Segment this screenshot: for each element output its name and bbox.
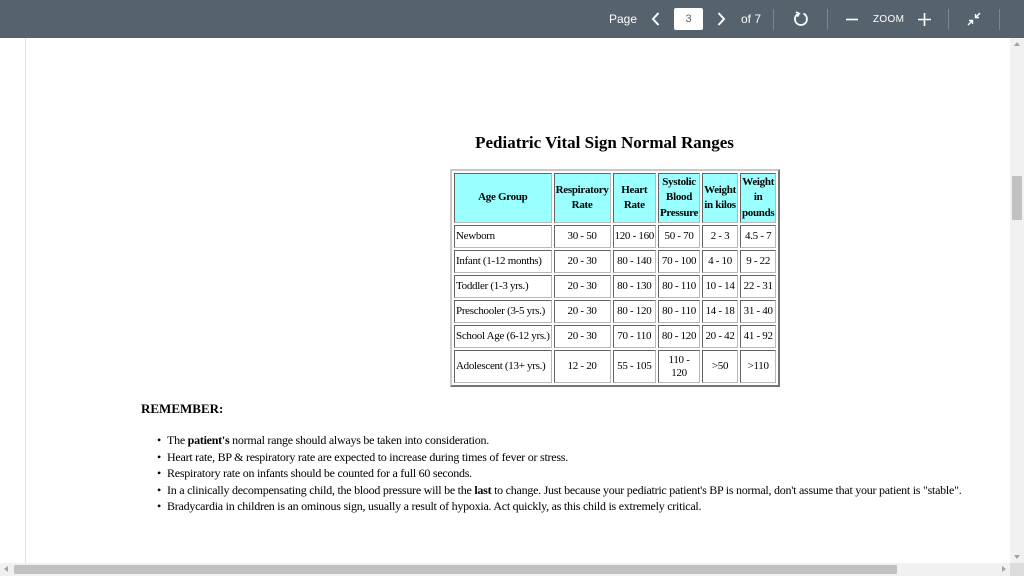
table-cell-age-group: Adolescent (13+ yrs.) [454, 350, 552, 383]
table-cell-weight-kilos: 4 - 10 [702, 250, 738, 273]
table-cell-age-group: Preschooler (3-5 yrs.) [454, 300, 552, 323]
table-cell-heart-rate: 80 - 120 [613, 300, 656, 323]
table-cell-age-group: Toddler (1-3 yrs.) [454, 275, 552, 298]
zoom-label: ZOOM [873, 13, 905, 25]
note-text: normal range should always be taken into consideration. [229, 433, 490, 447]
table-cell-weight-kilos: 20 - 42 [702, 325, 738, 348]
note-text: to change. Just because your pediatric patient's BP is normal, don't assume that your patient is "stable". [491, 482, 962, 497]
table-cell-weight-kilos: 2 - 3 [702, 225, 738, 248]
table-row [454, 275, 776, 298]
remember-notes-list [157, 432, 1007, 515]
table-cell-systolic-bp: 50 - 70 [658, 225, 700, 248]
table-cell-age-group: School Age (6-12 yrs.) [454, 325, 552, 348]
table-cell-weight-pounds: >110 [740, 350, 776, 383]
table-cell-systolic-bp: 80 - 110 [658, 300, 700, 323]
vertical-scrollbar[interactable] [1010, 38, 1024, 563]
column-header-systolic-bp: Systolic Blood Pressure [658, 173, 700, 223]
table-cell-respiratory-rate: 12 - 20 [554, 350, 611, 383]
table-cell-respiratory-rate: 20 - 30 [554, 275, 611, 298]
page-count: of 7 [741, 12, 762, 26]
note-text: The [167, 433, 188, 447]
plus-icon [918, 13, 931, 26]
toolbar-divider [948, 9, 949, 30]
collapse-icon [967, 12, 981, 26]
table-cell-weight-kilos: 14 - 18 [702, 300, 738, 323]
list-item [157, 482, 1007, 499]
table-cell-heart-rate: 120 - 160 [613, 225, 656, 248]
chevron-left-icon [651, 12, 660, 26]
toolbar-divider [773, 9, 774, 30]
toolbar-divider [827, 9, 828, 30]
scroll-right-arrow-icon[interactable] [1002, 566, 1006, 572]
column-header-weight-pounds: Weight in pounds [740, 173, 776, 223]
page-label: Page [609, 12, 638, 26]
table-cell-systolic-bp: 80 - 120 [658, 325, 700, 348]
table-row [454, 300, 776, 323]
horizontal-scrollbar[interactable] [0, 563, 1010, 576]
table-header-row [454, 173, 776, 223]
page-edge [25, 38, 26, 563]
table-row [454, 225, 776, 248]
list-item [157, 449, 1007, 466]
minus-icon [846, 13, 858, 25]
zoom-in-button[interactable] [918, 0, 931, 38]
table-cell-weight-pounds: 31 - 40 [740, 300, 776, 323]
list-item [157, 465, 1007, 482]
note-text: In a clinically decompensating child, the blood pressure will be the [167, 482, 475, 497]
horizontal-scrollbar-thumb[interactable] [14, 565, 897, 574]
rotate-icon [793, 11, 809, 27]
fit-page-button[interactable] [966, 0, 982, 38]
list-item [157, 498, 1007, 515]
table-cell-systolic-bp: 80 - 110 [658, 275, 700, 298]
vital-signs-table [450, 169, 780, 387]
table-cell-respiratory-rate: 20 - 30 [554, 300, 611, 323]
table-row [454, 350, 776, 383]
viewer-toolbar [0, 0, 1024, 38]
document-title: Pediatric Vital Sign Normal Ranges [475, 133, 734, 152]
page-number-input[interactable]: 3 [674, 8, 703, 30]
table-cell-weight-pounds: 9 - 22 [740, 250, 776, 273]
table-cell-weight-pounds: 41 - 92 [740, 325, 776, 348]
column-header-respiratory-rate: Respiratory Rate [554, 173, 611, 223]
table-cell-respiratory-rate: 20 - 30 [554, 325, 611, 348]
remember-heading: REMEMBER: [141, 401, 224, 416]
table-cell-weight-pounds: 22 - 31 [740, 275, 776, 298]
scroll-left-arrow-icon[interactable] [4, 566, 8, 572]
toolbar-divider [999, 9, 1000, 30]
scroll-up-arrow-icon[interactable] [1014, 42, 1020, 46]
table-cell-age-group: Newborn [454, 225, 552, 248]
scroll-down-arrow-icon[interactable] [1014, 555, 1020, 559]
note-text: Heart rate, BP & respiratory rate are expected to increase during times of fever or stress. [167, 449, 568, 464]
table-cell-weight-pounds: 4.5 - 7 [740, 225, 776, 248]
note-text: Respiratory rate on infants should be counted for a full 60 seconds. [167, 466, 472, 480]
note-emphasis: patient's [187, 433, 230, 447]
table-row [454, 325, 776, 348]
prev-page-button[interactable] [648, 0, 662, 38]
vertical-scrollbar-thumb[interactable] [1012, 176, 1022, 220]
table-cell-respiratory-rate: 30 - 50 [554, 225, 611, 248]
column-header-weight-kilos: Weight in kilos [702, 173, 738, 223]
zoom-out-button[interactable] [846, 0, 858, 38]
table-cell-heart-rate: 80 - 140 [613, 250, 656, 273]
table-cell-heart-rate: 80 - 130 [613, 275, 656, 298]
table-cell-heart-rate: 55 - 105 [613, 350, 656, 383]
table-cell-respiratory-rate: 20 - 30 [554, 250, 611, 273]
note-emphasis: last [474, 482, 492, 497]
column-header-heart-rate: Heart Rate [613, 173, 656, 223]
rotate-button[interactable] [792, 0, 810, 38]
table-row [454, 250, 776, 273]
table-cell-age-group: Infant (1-12 months) [454, 250, 552, 273]
scrollbar-corner [1010, 563, 1024, 576]
column-header-age-group: Age Group [454, 173, 552, 223]
list-item [157, 432, 1007, 449]
table-cell-weight-kilos: >50 [702, 350, 738, 383]
chevron-right-icon [717, 12, 726, 26]
table-cell-weight-kilos: 10 - 14 [702, 275, 738, 298]
next-page-button[interactable] [714, 0, 728, 38]
table-cell-systolic-bp: 110 - 120 [658, 350, 700, 383]
note-text: Bradycardia in children is an ominous sign, usually a result of hypoxia. Act quickly, as this child is extremely critical. [167, 499, 702, 513]
table-cell-heart-rate: 70 - 110 [613, 325, 656, 348]
table-cell-systolic-bp: 70 - 100 [658, 250, 700, 273]
